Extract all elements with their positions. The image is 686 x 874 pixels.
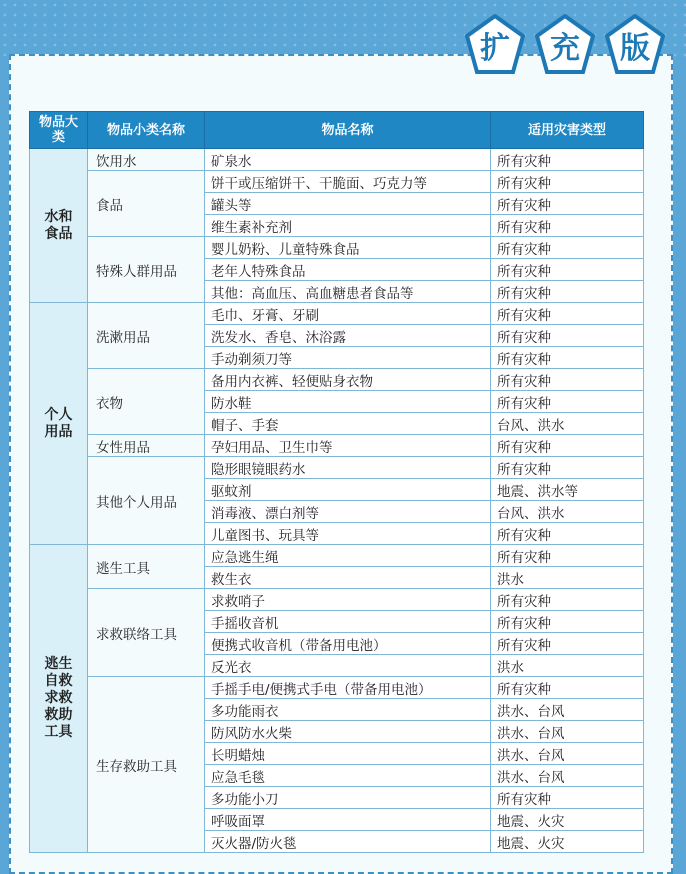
- item-name-cell: 婴儿奶粉、儿童特殊食品: [205, 237, 491, 259]
- disaster-type-cell: 所有灾种: [491, 325, 644, 347]
- category-label-line: 个人: [44, 406, 73, 423]
- table-header-row: [30, 112, 644, 149]
- disaster-type-cell: 所有灾种: [491, 303, 644, 325]
- table-row: [30, 303, 644, 325]
- item-name-cell: 饼干或压缩饼干、干脆面、巧克力等: [205, 171, 491, 193]
- table-row: [30, 149, 644, 171]
- item-name-cell: 其他：高血压、高血糖患者食品等: [205, 281, 491, 303]
- table-row: [30, 237, 644, 259]
- item-name-cell: 救生衣: [205, 567, 491, 589]
- category-label-line: 工具: [44, 724, 73, 740]
- table-row: [30, 545, 644, 567]
- item-name-cell: 应急逃生绳: [205, 545, 491, 567]
- item-name-cell: 防风防水火柴: [205, 721, 491, 743]
- table-row: [30, 435, 644, 457]
- item-name-cell: 罐头等: [205, 193, 491, 215]
- badge-kuo: [464, 14, 526, 76]
- item-name-cell: 手动剃须刀等: [205, 347, 491, 369]
- disaster-type-cell: 所有灾种: [491, 369, 644, 391]
- disaster-type-cell: 台风、洪水: [491, 413, 644, 435]
- disaster-type-cell: 洪水: [491, 567, 644, 589]
- disaster-type-cell: 所有灾种: [491, 545, 644, 567]
- category-label-line: 水和: [44, 208, 73, 225]
- subcategory-cell: 饮用水: [88, 149, 205, 171]
- disaster-type-cell: 地震、火灾: [491, 809, 644, 831]
- badge-group: [464, 14, 666, 76]
- item-name-cell: 消毒液、漂白剂等: [205, 501, 491, 523]
- item-name-cell: 隐形眼镜眼药水: [205, 457, 491, 479]
- supplies-table: [29, 111, 644, 853]
- disaster-type-cell: 所有灾种: [491, 149, 644, 171]
- disaster-type-cell: 所有灾种: [491, 589, 644, 611]
- item-name-cell: 灭火器/防火毯: [205, 831, 491, 853]
- disaster-type-cell: 洪水: [491, 655, 644, 677]
- disaster-type-cell: 所有灾种: [491, 193, 644, 215]
- item-name-cell: 手摇手电/便携式手电（带备用电池）: [205, 677, 491, 699]
- item-name-cell: 便携式收音机（带备用电池）: [205, 633, 491, 655]
- category-label-line: 食品: [44, 225, 73, 242]
- badge-char: 扩: [480, 31, 510, 66]
- item-name-cell: 应急毛毯: [205, 765, 491, 787]
- subcategory-cell: 生存救助工具: [88, 677, 205, 853]
- disaster-type-cell: 所有灾种: [491, 237, 644, 259]
- table-row: [30, 369, 644, 391]
- header-item: 物品名称: [205, 112, 491, 149]
- badge-chong: [534, 14, 596, 76]
- item-name-cell: 备用内衣裤、轻便贴身衣物: [205, 369, 491, 391]
- item-name-cell: 求救哨子: [205, 589, 491, 611]
- disaster-type-cell: 所有灾种: [491, 435, 644, 457]
- disaster-type-cell: 所有灾种: [491, 457, 644, 479]
- subcategory-cell: 食品: [88, 171, 205, 237]
- disaster-type-cell: 所有灾种: [491, 281, 644, 303]
- category-cell: [30, 545, 88, 853]
- item-name-cell: 防水鞋: [205, 391, 491, 413]
- badge-char: 版: [620, 31, 650, 66]
- disaster-type-cell: 洪水、台风: [491, 721, 644, 743]
- item-name-cell: 长明蜡烛: [205, 743, 491, 765]
- subcategory-cell: 特殊人群用品: [88, 237, 205, 303]
- disaster-type-cell: 所有灾种: [491, 259, 644, 281]
- category-cell: [30, 149, 88, 303]
- item-name-cell: 多功能雨衣: [205, 699, 491, 721]
- category-label-line: 逃生: [44, 656, 73, 672]
- disaster-type-cell: 所有灾种: [491, 523, 644, 545]
- disaster-type-cell: 所有灾种: [491, 677, 644, 699]
- disaster-type-cell: 洪水、台风: [491, 743, 644, 765]
- category-label-line: 用品: [44, 423, 73, 440]
- table-row: [30, 171, 644, 193]
- disaster-type-cell: 所有灾种: [491, 171, 644, 193]
- disaster-type-cell: 所有灾种: [491, 633, 644, 655]
- header-disaster-type: 适用灾害类型: [491, 112, 644, 149]
- table-row: [30, 457, 644, 479]
- item-name-cell: 手摇收音机: [205, 611, 491, 633]
- table-body: [30, 149, 644, 853]
- subcategory-cell: 逃生工具: [88, 545, 205, 589]
- item-name-cell: 反光衣: [205, 655, 491, 677]
- header-category: 物品大类: [30, 112, 88, 149]
- disaster-type-cell: 洪水、台风: [491, 699, 644, 721]
- disaster-type-cell: 台风、洪水: [491, 501, 644, 523]
- disaster-type-cell: 所有灾种: [491, 347, 644, 369]
- disaster-type-cell: 所有灾种: [491, 215, 644, 237]
- item-name-cell: 驱蚊剂: [205, 479, 491, 501]
- category-label-line: 救助: [44, 707, 73, 723]
- item-name-cell: 维生素补充剂: [205, 215, 491, 237]
- item-name-cell: 儿童图书、玩具等: [205, 523, 491, 545]
- disaster-type-cell: 所有灾种: [491, 787, 644, 809]
- subcategory-cell: 女性用品: [88, 435, 205, 457]
- item-name-cell: 毛巾、牙膏、牙刷: [205, 303, 491, 325]
- item-name-cell: 帽子、手套: [205, 413, 491, 435]
- subcategory-cell: 求救联络工具: [88, 589, 205, 677]
- item-name-cell: 矿泉水: [205, 149, 491, 171]
- table-row: [30, 589, 644, 611]
- disaster-type-cell: 所有灾种: [491, 611, 644, 633]
- subcategory-cell: 洗漱用品: [88, 303, 205, 369]
- disaster-type-cell: 所有灾种: [491, 391, 644, 413]
- badge-ban: [604, 14, 666, 76]
- item-name-cell: 老年人特殊食品: [205, 259, 491, 281]
- disaster-type-cell: 洪水、台风: [491, 765, 644, 787]
- disaster-type-cell: 地震、火灾: [491, 831, 644, 853]
- subcategory-cell: 其他个人用品: [88, 457, 205, 545]
- category-label-line: 自救: [44, 673, 73, 689]
- header-subcategory: 物品小类名称: [88, 112, 205, 149]
- table-row: [30, 677, 644, 699]
- item-name-cell: 洗发水、香皂、沐浴露: [205, 325, 491, 347]
- disaster-type-cell: 地震、洪水等: [491, 479, 644, 501]
- item-name-cell: 呼吸面罩: [205, 809, 491, 831]
- subcategory-cell: 衣物: [88, 369, 205, 435]
- item-name-cell: 多功能小刀: [205, 787, 491, 809]
- item-name-cell: 孕妇用品、卫生巾等: [205, 435, 491, 457]
- category-label-line: 求救: [44, 690, 73, 706]
- category-cell: [30, 303, 88, 545]
- supplies-table-wrapper: [29, 111, 643, 853]
- badge-char: 充: [550, 31, 580, 66]
